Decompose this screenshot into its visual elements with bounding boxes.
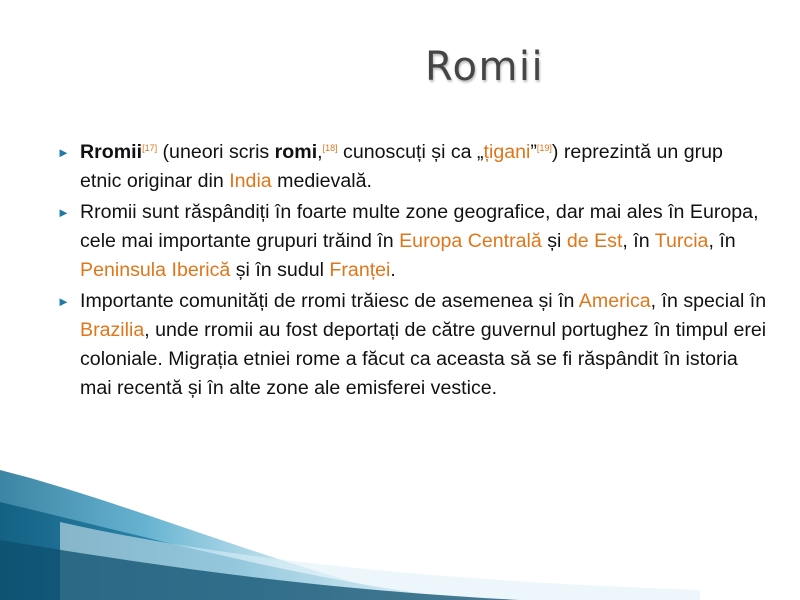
link-frantei[interactable]: Franței	[329, 259, 391, 281]
link-tigani[interactable]: țigani	[483, 141, 531, 163]
bullet-text: și în sudul	[230, 259, 330, 281]
bullet-list	[56, 138, 768, 405]
bullet-text: ,	[317, 141, 323, 163]
decorative-swoosh	[0, 440, 800, 600]
slide-title: Romii	[425, 44, 545, 90]
reference-link[interactable]: [18]	[322, 143, 338, 153]
link-brazilia[interactable]: Brazilia	[80, 319, 145, 341]
link-india[interactable]: India	[229, 170, 272, 192]
bullet-text: Importante comunități de rromi trăiesc de asemenea și în	[80, 290, 579, 312]
triangle-right-icon: ►	[57, 294, 70, 309]
bullet-text: și	[541, 230, 567, 252]
bullet-text: (uneori scris	[157, 141, 275, 163]
triangle-right-icon: ►	[57, 145, 70, 160]
bullet-text: , în special în	[650, 290, 767, 312]
term-rromii: Rromii	[80, 141, 143, 163]
bullet-text: ”	[530, 141, 537, 163]
link-america[interactable]: America	[578, 290, 651, 312]
bullet-item	[56, 287, 768, 403]
bullet-text: .	[390, 259, 396, 281]
bullet-text: , în	[708, 230, 736, 252]
link-de-est[interactable]: de Est	[566, 230, 623, 252]
bullet-item	[56, 198, 768, 285]
bullet-text: , în	[622, 230, 655, 252]
bullet-text: , unde rromii au fost deportați de către guvernul portughez în timpul erei coloniale. Migrația etniei rome a făcut ca aceasta să se fi răspândit în istoria mai recentă și în alte zone ale emisferei vestice.	[80, 319, 767, 399]
link-turcia[interactable]: Turcia	[654, 230, 709, 252]
term-romi: romi	[274, 141, 318, 163]
bullet-text: ) reprezintă un grup etnic originar din	[80, 141, 723, 192]
bullet-text: Rromii sunt răspândiți în foarte multe zone geografice, dar mai ales în Europa, cele mai importante grupuri trăind în	[80, 201, 759, 252]
link-peninsula-iberica[interactable]: Peninsula Iberică	[80, 259, 231, 281]
reference-link[interactable]: [19]	[536, 143, 552, 153]
bullet-text: medievală.	[271, 170, 372, 192]
reference-link[interactable]: [17]	[142, 143, 158, 153]
bullet-text: cunoscuți și ca „	[337, 141, 484, 163]
bullet-item	[56, 138, 768, 196]
triangle-right-icon: ►	[57, 205, 70, 220]
link-europa-centrala[interactable]: Europa Centrală	[399, 230, 542, 252]
